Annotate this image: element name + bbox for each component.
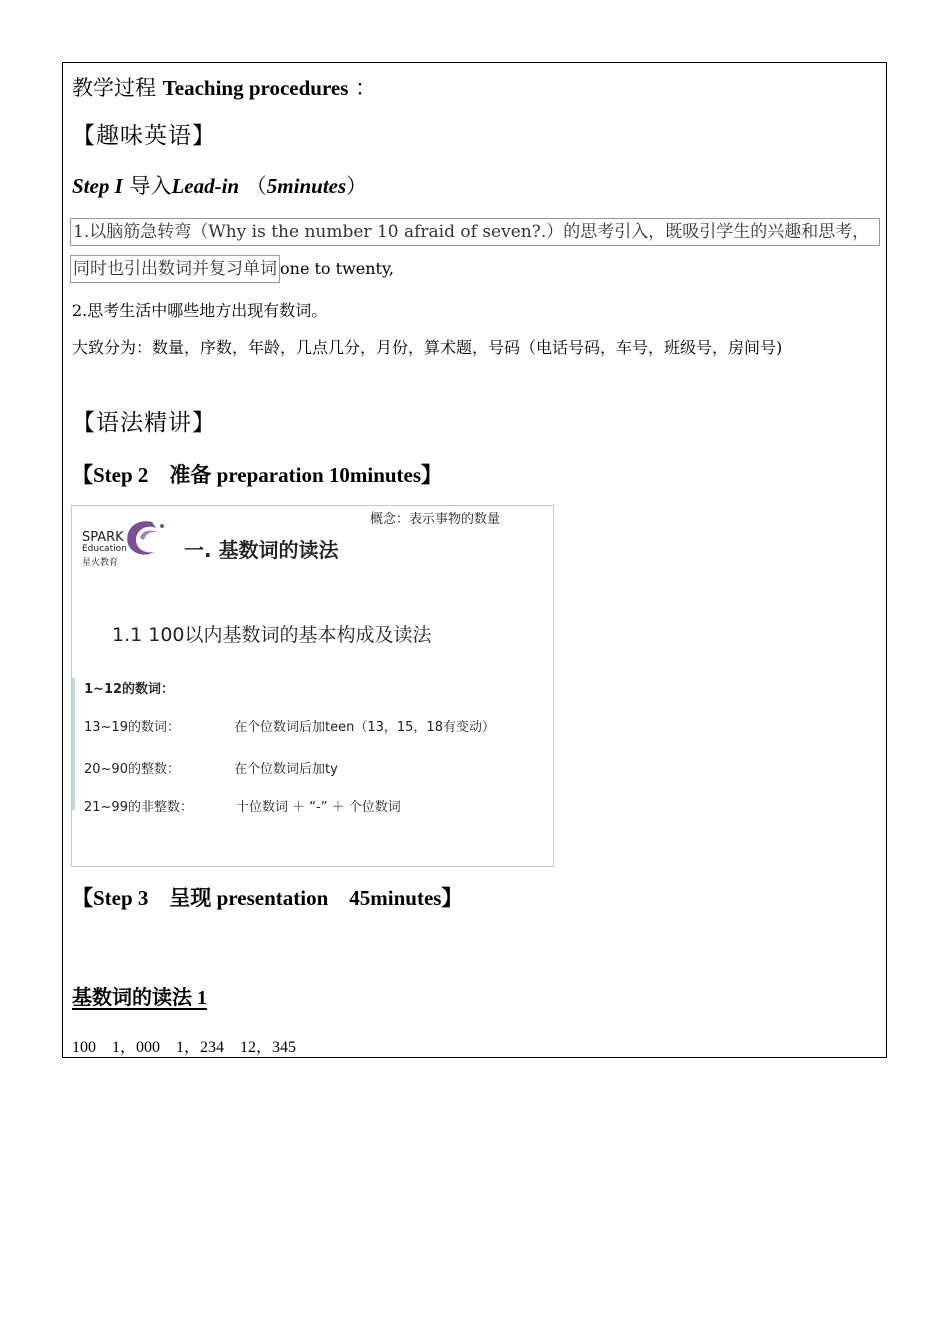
logo-education: Education [82, 544, 127, 554]
slide-row-label: 21~99的非整数： [84, 800, 193, 815]
heading-colon: ： [355, 76, 377, 100]
step1-label: Step I [72, 174, 123, 198]
slide-image [71, 505, 554, 867]
section-grammar: 【语法精讲】 [72, 410, 216, 436]
logo-spark: SPARK [82, 530, 124, 545]
step1-cn: 导入 [129, 174, 172, 198]
reading-numbers: 100 1，000 1，234 12，345 [72, 1039, 297, 1056]
reading-title [72, 981, 207, 1010]
slide-row-label: 13~19的数词： [84, 720, 180, 735]
leadin-line2 [70, 255, 394, 283]
step1-duration: 5minutes [266, 174, 347, 198]
slide-concept: 概念：表示事物的数量 [370, 512, 501, 527]
leadin-line1: 1.以脑筋急转弯（Why is the number 10 afraid of seven?.）的思考引入，既吸引学生的兴趣和思考， [70, 218, 880, 246]
step3-heading: 【Step 3 呈现 presentation 45minutes】 [72, 886, 463, 910]
leadin-item3: 大致分为：数量，序数，年龄，几点几分，月份，算术题，号码（电话号码，车号，班级号，房间号) [72, 338, 783, 357]
spark-logo-icon [122, 516, 168, 558]
leadin-line2-boxed: 同时也引出数词并复习单词 [70, 255, 280, 283]
slide-title: 一. 基数词的读法 [184, 538, 339, 562]
leadin-line2-rest: one to twenty, [280, 259, 394, 278]
logo-cn: 星火教育 [82, 558, 119, 568]
step1-paren-close: ） [346, 174, 368, 198]
leadin-item2: 2.思考生活中哪些地方出现有数词。 [72, 301, 328, 320]
slide-accent-bar [72, 678, 75, 810]
section-fun-english: 【趣味英语】 [72, 123, 216, 149]
slide-row-rule: 在个位数词后加teen（13，15，18有变动） [234, 720, 495, 735]
step1-paren-open: （ [245, 174, 267, 198]
slide-row-rule: 在个位数词后加ty [234, 762, 338, 777]
logo-text [82, 532, 124, 544]
slide-row-label: 20~90的整数： [84, 762, 180, 777]
slide-row-label: 1~12的数词： [84, 682, 175, 697]
teaching-procedures-heading [72, 72, 376, 102]
reading-title-text: 基数词的读法 1 [72, 987, 207, 1009]
heading-cn: 教学过程 [72, 76, 156, 100]
step2-heading: 【Step 2 准备 preparation 10minutes】 [72, 463, 443, 487]
slide-row-rule: 十位数词 ＋ “-” ＋ 个位数词 [236, 800, 401, 815]
step1-heading [72, 170, 367, 200]
step1-en: Lead-in [171, 174, 240, 198]
heading-en: Teaching procedures [162, 76, 349, 100]
slide-subtitle: 1.1 100以内基数词的基本构成及读法 [112, 624, 432, 646]
